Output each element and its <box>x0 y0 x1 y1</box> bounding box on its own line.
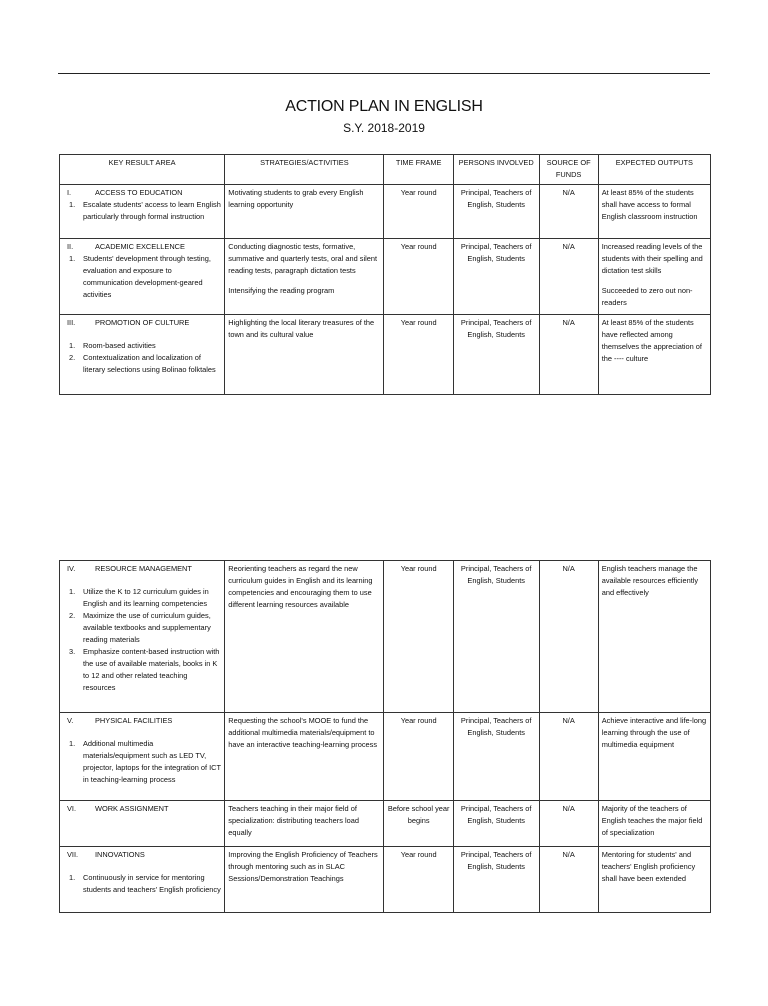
expected-outputs-cell <box>598 239 710 315</box>
area-sub-item <box>63 646 221 694</box>
area-title: ACADEMIC EXCELLENCE <box>95 242 185 251</box>
area-sub-item <box>63 253 221 301</box>
area-heading <box>63 241 221 253</box>
area-sub-item <box>63 872 221 896</box>
persons-involved-cell: Principal, Teachers of English, Students <box>453 239 539 315</box>
header-key-result-area: KEY RESULT AREA <box>60 155 225 185</box>
table-header-row <box>60 155 711 185</box>
area-heading <box>63 317 221 329</box>
area-number: IV. <box>67 564 76 573</box>
sub-item-text: Maximize the use of curriculum guides, available textbooks and supplementary reading materials <box>83 611 211 644</box>
expected-outputs-cell <box>598 801 710 847</box>
area-title: WORK ASSIGNMENT <box>95 804 169 813</box>
sub-item-number: 1. <box>69 341 76 350</box>
header-strategies: STRATEGIES/ACTIVITIES <box>225 155 384 185</box>
strategy-cell <box>225 561 384 713</box>
time-frame-cell: Year round <box>384 239 453 315</box>
strategy-text: Intensifying the reading program <box>228 286 335 295</box>
key-result-area-cell <box>60 801 225 847</box>
area-title: INNOVATIONS <box>95 850 145 859</box>
table-row <box>60 801 711 847</box>
area-number: III. <box>67 318 76 327</box>
persons-involved-cell: Principal, Teachers of English, Students <box>453 713 539 801</box>
expected-output-text: Majority of the teachers of English teaches the major field of specialization <box>601 804 703 837</box>
persons-involved-cell: Principal, Teachers of English, Students <box>453 315 539 395</box>
strategy-cell <box>225 847 384 913</box>
document-subtitle: S.Y. 2018-2019 <box>343 121 425 135</box>
area-sub-item <box>63 738 221 786</box>
area-number: VII. <box>67 850 79 859</box>
expected-output-text: At least 85% of the students have reflected among themselves the appreciation of the ---- culture <box>601 318 702 363</box>
sub-item-text: Contextualization and localization of literary selections using Bolinao folktales <box>83 353 216 374</box>
time-frame-cell: Year round <box>384 847 453 913</box>
sub-item-text: Continuously in service for mentoring students and teachers' English proficiency <box>83 873 221 894</box>
time-frame-cell: Year round <box>384 713 453 801</box>
persons-involved-cell: Principal, Teachers of English, Students <box>453 801 539 847</box>
key-result-area-cell <box>60 561 225 713</box>
strategy-cell <box>225 239 384 315</box>
time-frame-cell: Year round <box>384 561 453 713</box>
source-of-funds-cell: N/A <box>539 713 598 801</box>
area-heading <box>63 715 221 727</box>
source-of-funds-cell: N/A <box>539 801 598 847</box>
header-expected-outputs: EXPECTED OUTPUTS <box>598 155 710 185</box>
table-row <box>60 847 711 913</box>
expected-output-text: Increased reading levels of the students with their spelling and dictation test skills <box>601 242 703 275</box>
area-title: PHYSICAL FACILITIES <box>95 716 173 725</box>
time-frame-cell: Year round <box>384 315 453 395</box>
strategy-cell <box>225 185 384 239</box>
table-row <box>60 315 711 395</box>
strategy-text: Requesting the school's MOOE to fund the additional multimedia materials/equipment to have an interactive teaching-learning process <box>228 716 378 749</box>
sub-item-number: 1. <box>69 587 76 596</box>
strategy-text: Teachers teaching in their major field of specialization: distributing teachers load equally <box>228 804 359 837</box>
strategy-text: Conducting diagnostic tests, formative, summative and quarterly tests, oral and silent reading tests, paragraph dictation tests <box>228 242 378 275</box>
sub-item-number: 1. <box>69 739 76 748</box>
sub-item-number: 3. <box>69 647 76 656</box>
sub-item-number: 2. <box>69 353 76 362</box>
sub-item-number: 1. <box>69 254 76 263</box>
document-title: ACTION PLAN IN ENGLISH <box>285 98 483 115</box>
area-sub-item <box>63 586 221 610</box>
strategy-text: Highlighting the local literary treasures of the town and its cultural value <box>228 318 375 339</box>
expected-output-text: Achieve interactive and life-long learning through the use of multimedia equipment <box>601 716 707 749</box>
header-source-of-funds: SOURCE OF FUNDS <box>539 155 598 185</box>
table-row <box>60 239 711 315</box>
action-plan-table-part-2 <box>59 560 711 913</box>
area-title: RESOURCE MANAGEMENT <box>95 564 192 573</box>
area-title: ACCESS TO EDUCATION <box>95 188 183 197</box>
persons-involved-cell: Principal, Teachers of English, Students <box>453 185 539 239</box>
area-sub-item <box>63 610 221 646</box>
action-plan-table-part-1 <box>59 154 711 395</box>
sub-item-text: Additional multimedia materials/equipment such as LED TV, projector, laptops for the integration of ICT in teaching-learning process <box>83 739 221 784</box>
strategy-text: Motivating students to grab every English learning opportunity <box>228 188 364 209</box>
table-row <box>60 561 711 713</box>
sub-item-text: Room-based activities <box>83 341 156 350</box>
sub-item-number: 2. <box>69 611 76 620</box>
time-frame-cell: Before school year begins <box>384 801 453 847</box>
sub-item-number: 1. <box>69 200 76 209</box>
sub-item-text: Utilize the K to 12 curriculum guides in English and its learning competencies <box>83 587 209 608</box>
area-heading <box>63 563 221 575</box>
area-number: V. <box>67 716 74 725</box>
expected-outputs-cell <box>598 185 710 239</box>
source-of-funds-cell: N/A <box>539 561 598 713</box>
strategy-text: Reorienting teachers as regard the new curriculum guides in English and its learning competencies and encouraging them to use different learning resources available <box>228 564 373 609</box>
persons-involved-cell: Principal, Teachers of English, Students <box>453 561 539 713</box>
source-of-funds-cell: N/A <box>539 315 598 395</box>
area-number: I. <box>67 188 72 197</box>
key-result-area-cell <box>60 847 225 913</box>
table-body-part-2 <box>60 561 711 913</box>
top-rule <box>58 73 710 74</box>
expected-output-text: English teachers manage the available resources efficiently and effectively <box>601 564 699 597</box>
sub-item-text: Escalate students' access to learn English particularly through formal instruction <box>83 200 221 221</box>
expected-output-text: Succeeded to zero out non-readers <box>601 286 693 307</box>
area-title: PROMOTION OF CULTURE <box>95 318 190 327</box>
source-of-funds-cell: N/A <box>539 847 598 913</box>
expected-outputs-cell <box>598 315 710 395</box>
area-heading <box>63 187 221 199</box>
expected-outputs-cell <box>598 561 710 713</box>
key-result-area-cell <box>60 713 225 801</box>
table-body-part-1 <box>60 185 711 395</box>
header-time-frame: TIME FRAME <box>384 155 453 185</box>
area-heading <box>63 849 221 861</box>
area-sub-item <box>63 352 221 376</box>
expected-output-text: At least 85% of the students shall have access to formal English classroom instruction <box>601 188 698 221</box>
sub-item-text: Students' development through testing, evaluation and exposure to communication development-geared activities <box>83 254 211 299</box>
table-row <box>60 185 711 239</box>
expected-outputs-cell <box>598 847 710 913</box>
strategy-cell <box>225 801 384 847</box>
sub-item-number: 1. <box>69 873 76 882</box>
persons-involved-cell: Principal, Teachers of English, Students <box>453 847 539 913</box>
source-of-funds-cell: N/A <box>539 185 598 239</box>
table-row <box>60 713 711 801</box>
area-heading <box>63 803 221 815</box>
sub-item-text: Emphasize content-based instruction with the use of available materials, books in K to 12 and other related teaching resources <box>83 647 220 692</box>
strategy-text: Improving the English Proficiency of Teachers through mentoring such as in SLAC Sessions/Demonstration Teachings <box>228 850 378 883</box>
area-sub-item <box>63 340 221 352</box>
area-sub-item <box>63 199 221 223</box>
expected-outputs-cell <box>598 713 710 801</box>
key-result-area-cell <box>60 185 225 239</box>
key-result-area-cell <box>60 315 225 395</box>
strategy-cell <box>225 713 384 801</box>
area-number: VI. <box>67 804 77 813</box>
area-number: II. <box>67 242 74 251</box>
source-of-funds-cell: N/A <box>539 239 598 315</box>
time-frame-cell: Year round <box>384 185 453 239</box>
key-result-area-cell <box>60 239 225 315</box>
expected-output-text: Mentoring for students' and teachers' English proficiency shall have been extended <box>601 850 696 883</box>
header-persons-involved: PERSONS INVOLVED <box>453 155 539 185</box>
strategy-cell <box>225 315 384 395</box>
